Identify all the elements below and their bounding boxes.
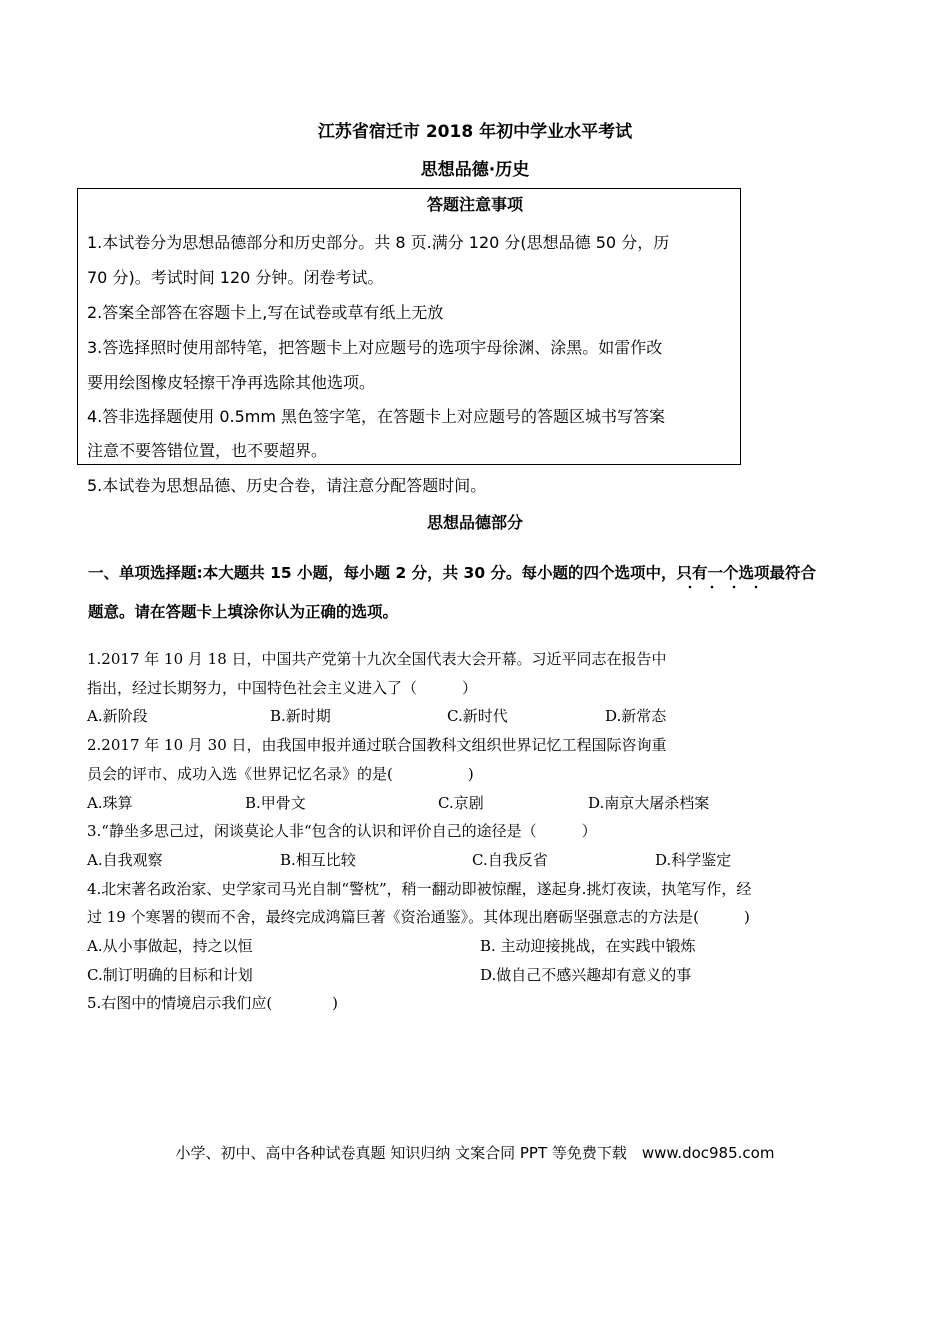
- option-d: D.做自己不感兴趣却有意义的事: [480, 966, 692, 984]
- notice-line: 注意不要答错位置，也不要超界。: [87, 441, 328, 460]
- option-b: B.相互比较: [280, 851, 356, 869]
- footer-text: 小学、初中、高中各种试卷真题 知识归纳 文案合同 PPT 等免费下载 www.doc985.com: [175, 1144, 775, 1162]
- instruction-text: 一、单项选择题:本大题共 15 小题，每小题 2 分，共 30 分。每小题的四个选项中，: [88, 564, 677, 582]
- option-d: D.南京大屠杀档案: [588, 794, 710, 812]
- section-instruction-line2: 题意。请在答题卡上填涂你认为正确的选项。: [88, 603, 399, 621]
- question-stem: 1.2017 年 10 月 18 日，中国共产党第十九次全国代表大会开幕。习近平同志在报告中: [87, 650, 667, 668]
- option-c: C.自我反省: [472, 851, 548, 869]
- option-b: B.甲骨文: [245, 794, 306, 812]
- option-b: B.新时期: [270, 707, 331, 725]
- notice-line: 1.本试卷分为思想品德部分和历史部分。共 8 页.满分 120 分(思想品德 50 分，历: [87, 233, 670, 252]
- exam-subtitle: 思想品德·历史: [420, 160, 530, 180]
- option-b: B. 主动迎接挑战，在实践中锻炼: [480, 937, 696, 955]
- option-d: D.新常态: [605, 707, 667, 725]
- option-c: C.京剧: [438, 794, 484, 812]
- notice-line: 要用绘图橡皮轻擦干净再选除其他选项。: [87, 373, 376, 392]
- notice-line: 70 分)。考试时间 120 分钟。闭卷考试。: [87, 268, 384, 287]
- question-stem: 3.“静坐多思己过，闲谈莫论人非“包含的认识和评价自己的途径是（ ）: [87, 822, 597, 840]
- notice-line-outside: 5.本试卷为思想品德、历史合卷，请注意分配答题时间。: [87, 476, 487, 495]
- question-stem: 4.北宋著名政治家、史学家司马光自制“警枕”，稍一翻动即被惊醒，遂起身.挑灯夜读，执笔写作，经: [87, 880, 752, 898]
- option-a: A.从小事做起，持之以恒: [87, 937, 253, 955]
- option-a: A.新阶段: [87, 707, 148, 725]
- question-stem: 指出，经过长期努力，中国特色社会主义进入了（ ）: [87, 679, 478, 697]
- notice-line: 4.答非选择题使用 0.5mm 黑色签字笔，在答题卡上对应题号的答题区城书写答案: [87, 407, 666, 426]
- question-stem: 2.2017 年 10 月 30 日，由我国申报并通过联合国教科文组织世界记忆工程国际咨询重: [87, 736, 667, 754]
- question-stem: 5.右图中的情境启示我们应( ): [87, 994, 339, 1012]
- section-instruction: [88, 561, 816, 583]
- question-stem: 过 19 个寒署的锲而不舍，最终完成鸿篇巨著《资治通鉴》。其体现出磨砺坚强意志的方法是( ): [87, 908, 750, 926]
- option-c: C.制订明确的目标和计划: [87, 966, 253, 984]
- option-c: C.新时代: [447, 707, 508, 725]
- option-a: A.珠算: [87, 794, 133, 812]
- instruction-text: 最符合: [769, 564, 817, 582]
- exam-title: 江苏省宿迁市 2018 年初中学业水平考试: [317, 122, 633, 142]
- emphasis-text: 只有一个选项: [677, 564, 770, 590]
- option-a: A.自我观察: [87, 851, 163, 869]
- section-title: 思想品德部分: [426, 513, 523, 532]
- notice-heading: 答题注意事项: [426, 195, 523, 214]
- option-d: D.科学鉴定: [655, 851, 732, 869]
- notice-line: 2.答案全部答在容题卡上,写在试卷或草有纸上无放: [87, 303, 444, 322]
- notice-line: 3.答选择照时使用部特笔，把答题卡上对应题号的选项宇母徐渊、涂黑。如雷作改: [87, 338, 663, 357]
- question-stem: 员会的评市、成功入选《世界记忆名录》的是( ): [87, 765, 474, 783]
